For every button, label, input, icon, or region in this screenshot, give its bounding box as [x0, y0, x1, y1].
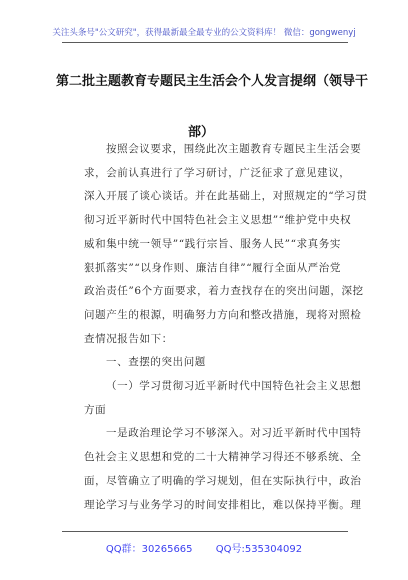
body-line: 理论学习与业务学习的时间安排相比，难以保持平衡。理 — [84, 498, 362, 511]
document-title-line-2: 部） — [188, 125, 215, 140]
body-line: 一、查摆的突出问题 — [106, 356, 206, 369]
footer-qq-group: QQ群：30265665 — [105, 544, 193, 555]
body-line: 求，会前认真进行了学习研讨，广泛征求了意见建议， — [84, 166, 351, 179]
document-title-line-1: 第二批主题教育专题民主生活会个人发言提纲（领导干 — [56, 74, 369, 89]
header-notice: 关注头条号"公文研究"，获得最新最全最专业的公文资料库！ 微信：gongwenyj — [52, 28, 356, 38]
body-line: 狠抓落实”“以身作则、廉洁自律”“履行全面从严治党 — [84, 261, 341, 274]
body-line: （一）学习贯彻习近平新时代中国特色社会主义思想 — [106, 380, 362, 393]
body-line: 查情况报告如下： — [84, 332, 173, 345]
footer-divider — [62, 531, 348, 532]
body-line: 一是政治理论学习不够深入。对习近平新时代中国特 — [106, 427, 362, 440]
body-line: 威和集中统一领导”“践行宗旨、服务人民”“求真务实 — [84, 237, 341, 250]
footer-qq-number: QQ号:535304092 — [215, 544, 303, 555]
body-line: 政治责任”6个方面要求，着力查找存在的突出问题，深挖 — [84, 285, 364, 298]
footer-contact — [0, 540, 408, 555]
document-body — [84, 138, 368, 517]
body-line: 深入开展了谈心谈话。并在此基础上，对照规定的“学习贯 — [84, 190, 368, 203]
body-line: 问题产生的根源，明确努力方向和整改措施，现将对照检 — [84, 308, 362, 321]
body-line: 方面 — [84, 403, 107, 416]
body-line: 色社会主义思想和党的二十大精神学习得还不够系统、全 — [84, 451, 362, 464]
body-line: 彻习近平新时代中国特色社会主义思想”“维护党中央权 — [84, 214, 352, 227]
body-line: 面，尽管确立了明确的学习规划，但在实际执行中，政治 — [84, 474, 362, 487]
body-line: 按照会议要求，围绕此次主题教育专题民主生活会要 — [106, 143, 362, 155]
header-divider — [62, 42, 348, 43]
